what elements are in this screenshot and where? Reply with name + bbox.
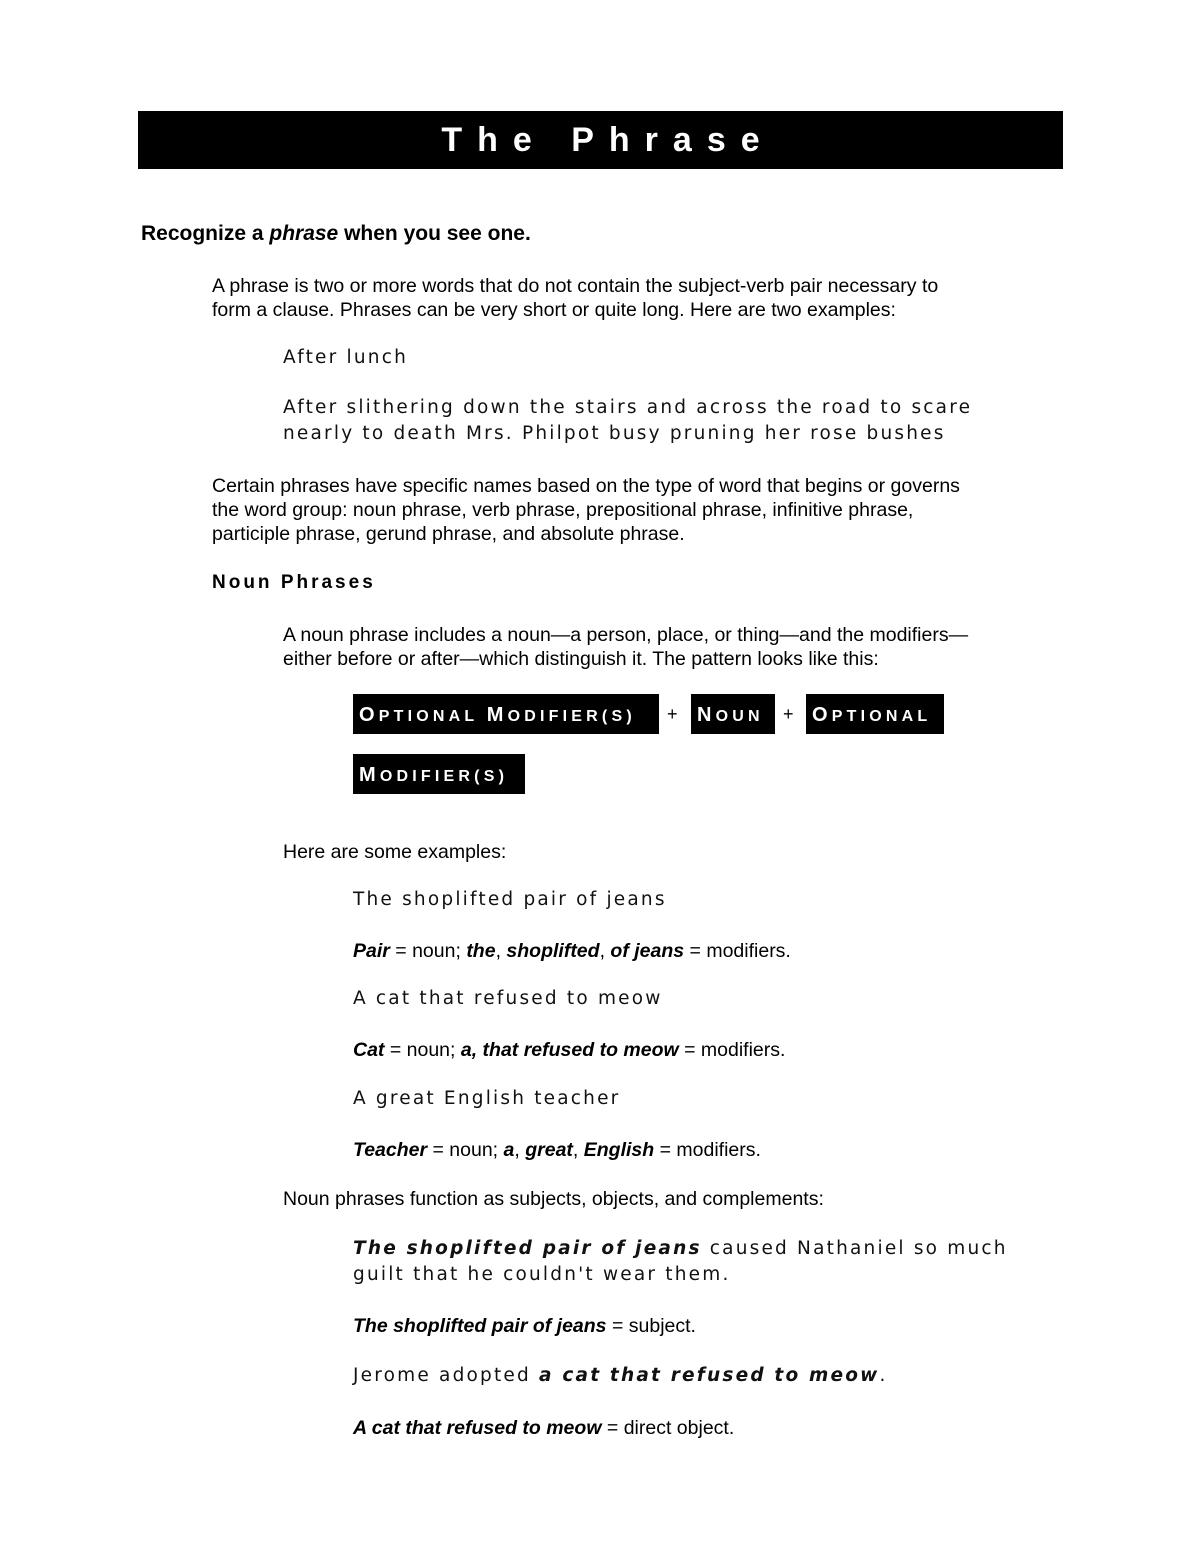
pattern-box-optional-modifiers: OPTIONAL MODIFIER(S) bbox=[353, 694, 659, 734]
noun-example-3-explanation: Teacher = noun; a, great, English = modifiers. bbox=[353, 1139, 761, 1161]
function-intro: Noun phrases function as subjects, objects, and complements: bbox=[283, 1188, 824, 1210]
section-heading: Recognize a phrase when you see one. bbox=[141, 222, 531, 245]
pattern-plus-1: + bbox=[667, 704, 678, 724]
certain-line-1: Certain phrases have specific names based on the type of word that begins or governs bbox=[212, 475, 960, 497]
function-sentence-2: Jerome adopted a cat that refused to meow. bbox=[353, 1365, 888, 1386]
certain-line-3: participle phrase, gerund phrase, and absolute phrase. bbox=[212, 523, 685, 545]
page-title: The Phrase bbox=[138, 111, 1063, 169]
pattern-box-modifiers: MODIFIER(S) bbox=[353, 754, 525, 794]
noun-example-1-explanation: Pair = noun; the, shoplifted, of jeans = modifiers. bbox=[353, 940, 791, 962]
function-sentence-2-explanation: A cat that refused to meow = direct object. bbox=[353, 1417, 735, 1439]
certain-line-2: the word group: noun phrase, verb phrase, prepositional phrase, infinitive phrase, bbox=[212, 499, 914, 521]
noun-example-1: The shoplifted pair of jeans bbox=[353, 889, 667, 910]
noun-desc-line-2: either before or after—which distinguish it. The pattern looks like this: bbox=[283, 648, 879, 670]
example-phrase-short: After lunch bbox=[283, 347, 408, 368]
noun-example-2-explanation: Cat = noun; a, that refused to meow = modifiers. bbox=[353, 1039, 786, 1061]
example-phrase-long-line-1: After slithering down the stairs and across the road to scare bbox=[283, 397, 973, 418]
noun-example-3: A great English teacher bbox=[353, 1088, 621, 1109]
intro-line-1: A phrase is two or more words that do not contain the subject-verb pair necessary to bbox=[212, 275, 939, 297]
noun-phrases-heading: Noun Phrases bbox=[212, 572, 376, 593]
function-sentence-1-line-2: guilt that he couldn't wear them. bbox=[353, 1264, 731, 1285]
example-phrase-long-line-2: nearly to death Mrs. Philpot busy pruning her rose bushes bbox=[283, 423, 946, 444]
intro-line-2: form a clause. Phrases can be very short or quite long. Here are two examples: bbox=[212, 299, 896, 321]
function-sentence-1-line-1: The shoplifted pair of jeans caused Nathaniel so much bbox=[353, 1238, 1008, 1259]
noun-desc-line-1: A noun phrase includes a noun—a person, place, or thing—and the modifiers— bbox=[283, 624, 969, 646]
pattern-box-noun: NOUN bbox=[691, 694, 775, 734]
pattern-box-optional: OPTIONAL bbox=[806, 694, 944, 734]
pattern-plus-2: + bbox=[783, 704, 794, 724]
noun-example-2: A cat that refused to meow bbox=[353, 988, 663, 1009]
examples-intro: Here are some examples: bbox=[283, 841, 507, 863]
function-sentence-1-explanation: The shoplifted pair of jeans = subject. bbox=[353, 1315, 696, 1337]
